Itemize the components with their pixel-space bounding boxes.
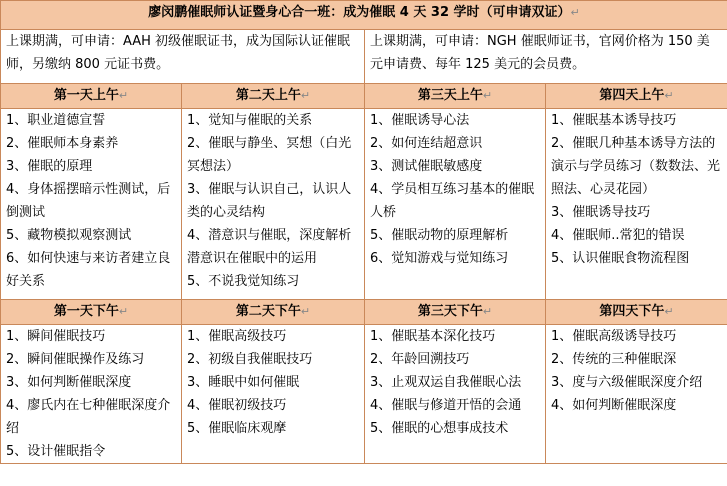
morning-content-row [1, 109, 727, 300]
afternoon-header-row [1, 300, 727, 325]
schedule-item: 2、传统的三种催眠深 [551, 352, 677, 367]
day3-pm-content [365, 325, 546, 464]
schedule-item: 2、如何连结超意识 [370, 136, 483, 151]
schedule-item: 2、瞬间催眠操作及练习 [6, 352, 145, 367]
schedule-item: 1、催眠基本诱导技巧 [551, 113, 677, 128]
aah-certificate-info: 上课期满，可申请：AAH 初级催眠证书，成为国际认证催眠师，另缴纳 800 元证书费。 [1, 30, 365, 84]
schedule-item: 4、学员相互练习基本的催眠人桥 [370, 182, 535, 220]
schedule-item: 2、年龄回溯技巧 [370, 352, 470, 367]
course-title-cell [1, 1, 727, 30]
day2-am-content [182, 109, 365, 300]
schedule-item: 5、认识催眠食物流程图 [551, 251, 690, 266]
day1-pm-content [1, 325, 182, 464]
day4-am-content [546, 109, 727, 300]
day2-am-header: 第二天上午↵ [182, 84, 365, 109]
day4-pm-content [546, 325, 727, 464]
day4-am-header: 第四天上午↵ [546, 84, 727, 109]
schedule-item: 5、催眠的心想事成技术 [370, 421, 509, 436]
schedule-item: 1、职业道德宣誓 [6, 113, 106, 128]
schedule-item: 4、身体摇摆暗示性测试，后倒测试 [6, 182, 171, 220]
schedule-item: 3、测试催眠敏感度 [370, 159, 483, 174]
schedule-item: 3、睡眠中如何催眠 [187, 375, 300, 390]
day1-pm-header: 第一天下午↵ [1, 300, 182, 325]
schedule-item: 1、瞬间催眠技巧 [6, 329, 106, 344]
schedule-item: 3、如何判断催眠深度 [6, 375, 132, 390]
schedule-item: 1、催眠高级诱导技巧 [551, 329, 677, 344]
schedule-item: 6、觉知游戏与觉知练习 [370, 251, 509, 266]
schedule-item: 5、不说我觉知练习 [187, 274, 300, 289]
day3-am-header: 第三天上午↵ [365, 84, 546, 109]
schedule-item: 1、催眠基本深化技巧 [370, 329, 496, 344]
day3-am-content [365, 109, 546, 300]
day3-pm-header: 第三天下午↵ [365, 300, 546, 325]
schedule-item: 1、催眠高级技巧 [187, 329, 287, 344]
schedule-item: 3、催眠诱导技巧 [551, 205, 651, 220]
schedule-item: 5、催眠临床观摩 [187, 421, 287, 436]
schedule-item: 4、催眠初级技巧 [187, 398, 287, 413]
ngh-certificate-info: 上课期满，可申请：NGH 催眠师证书，官网价格为 150 美元申请费、每年 125 美元的会员费。 [365, 30, 727, 84]
paragraph-mark-icon: ↵ [570, 6, 580, 19]
schedule-item: 6、如何快速与来访者建立良好关系 [6, 251, 171, 289]
schedule-item: 2、催眠几种基本诱导方法的演示与学员练习（数数法、光照法、心灵花园） [551, 136, 721, 197]
title-row [1, 1, 727, 30]
day2-pm-content [182, 325, 365, 464]
schedule-item: 5、藏物模拟观察测试 [6, 228, 132, 243]
schedule-item: 1、觉知与催眠的关系 [187, 113, 313, 128]
afternoon-content-row [1, 325, 727, 464]
schedule-item: 2、催眠师本身素养 [6, 136, 119, 151]
schedule-item: 3、催眠与认识自己，认识人类的心灵结构 [187, 182, 352, 220]
schedule-item: 4、廖氏内在七种催眠深度介绍 [6, 398, 171, 436]
certificate-info-row [1, 30, 727, 84]
schedule-item: 3、度与六级催眠深度介绍 [551, 375, 703, 390]
schedule-item: 5、催眠动物的原理解析 [370, 228, 509, 243]
day4-pm-header: 第四天下午↵ [546, 300, 727, 325]
schedule-item: 4、如何判断催眠深度 [551, 398, 677, 413]
day1-am-header: 第一天上午↵ [1, 84, 182, 109]
morning-header-row [1, 84, 727, 109]
day2-pm-header: 第二天下午↵ [182, 300, 365, 325]
schedule-item: 4、潜意识与催眠，深度解析潜意识在催眠中的运用 [187, 228, 352, 266]
course-title: 廖闵鹏催眠师认证暨身心合一班：成为催眠 4 天 32 学时（可申请双证） [148, 5, 571, 20]
schedule-item: 2、催眠与静坐、冥想（白光冥想法） [187, 136, 352, 174]
day1-am-content [1, 109, 182, 300]
schedule-item: 3、止观双运自我催眠心法 [370, 375, 522, 390]
schedule-item: 3、催眠的原理 [6, 159, 93, 174]
schedule-item: 5、设计催眠指令 [6, 444, 106, 459]
schedule-item: 1、催眠诱导心法 [370, 113, 470, 128]
schedule-item: 4、催眠师..常犯的错误 [551, 228, 685, 243]
schedule-item: 4、催眠与修道开悟的会通 [370, 398, 522, 413]
schedule-item: 2、初级自我催眠技巧 [187, 352, 313, 367]
